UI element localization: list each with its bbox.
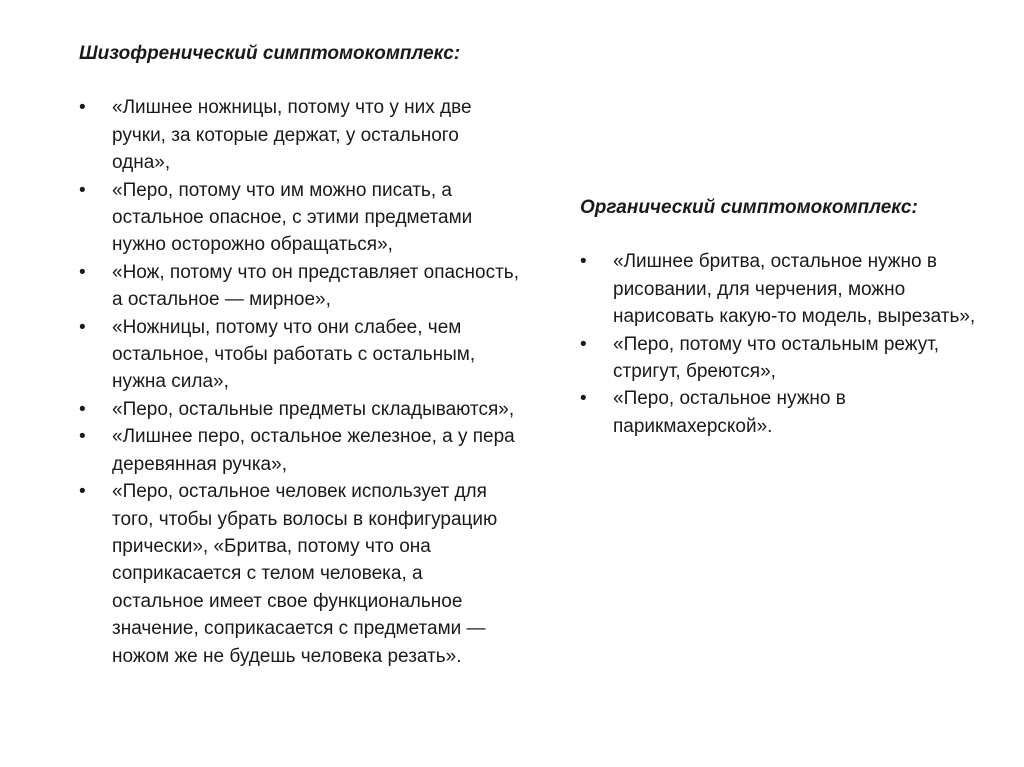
list-item-text: «Перо, остальные предметы складываются», <box>112 398 515 420</box>
list-item-text: «Лишнее бритва, остальное нужно в рисовании, для черчения, можно нарисовать какую-то модель, вырезать», <box>613 251 976 328</box>
list-item-text: «Лишнее ножницы, потому что у них две ручки, за которые держат, у остального одна», <box>112 97 472 174</box>
organic-list <box>580 248 980 440</box>
list-item <box>79 177 519 259</box>
list-item <box>580 385 980 440</box>
list-item-text: «Ножницы, потому что они слабее, чем остальное, чтобы работать с остальным, нужна сила», <box>112 316 476 393</box>
list-item <box>580 248 980 330</box>
organic-column <box>580 194 980 440</box>
list-item-text: «Перо, потому что им можно писать, а остальное опасное, с этими предметами нужно осторожно обращаться», <box>112 179 473 256</box>
bullet-icon: • <box>79 179 86 201</box>
bullet-icon: • <box>580 333 587 355</box>
list-item <box>79 423 519 478</box>
bullet-icon: • <box>79 97 86 119</box>
list-item <box>79 259 519 314</box>
bullet-icon: • <box>79 261 86 283</box>
list-item <box>580 331 980 386</box>
list-item-text: «Перо, остальное человек использует для того, чтобы убрать волосы в конфигурацию прически», «Бритва, потому что она соприкасается с телом человека, а остальное имеет свое функциональное значение, соприкасается с предметами — ножом же не будешь человека резать». <box>112 481 498 667</box>
schizophrenic-heading: Шизофренический симптомокомплекс: <box>79 43 461 64</box>
schizophrenic-column <box>79 40 519 670</box>
list-item-text: «Лишнее перо, остальное железное, а у пера деревянная ручка», <box>112 426 515 475</box>
bullet-icon: • <box>79 481 86 503</box>
bullet-icon: • <box>79 316 86 338</box>
list-item <box>79 314 519 396</box>
schizophrenic-list <box>79 94 519 670</box>
list-item <box>79 396 519 423</box>
bullet-icon: • <box>79 426 86 448</box>
list-item <box>79 478 519 670</box>
list-item <box>79 94 519 176</box>
bullet-icon: • <box>580 388 587 410</box>
list-item-text: «Перо, потому что остальным режут, стригут, бреются», <box>613 333 940 383</box>
list-item-text: «Перо, остальное нужно в парикмахерской». <box>613 388 846 437</box>
organic-heading: Органический симптомокомплекс: <box>580 197 918 218</box>
bullet-icon: • <box>79 398 86 420</box>
bullet-icon: • <box>580 251 587 273</box>
list-item-text: «Нож, потому что он представляет опасность, а остальное — мирное», <box>112 261 519 311</box>
